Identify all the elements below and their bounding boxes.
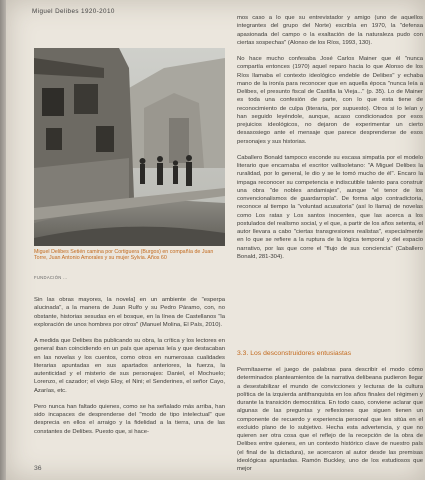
photo-credit: FUNDACIÓN ... xyxy=(34,275,68,280)
right-column-bottom-text xyxy=(237,366,423,473)
paragraph: Pero nunca han faltado quienes, como se ha señalado más arriba, han sido incapaces de desprenderse del "modo de tipo intelectual" que desprecia en ellos el arraigo y la fidelidad a la tierra, una de las constantes de Delibes. Puesto que, si hace- xyxy=(34,403,225,435)
village-street-photo-icon xyxy=(34,48,225,246)
paragraph: No hace mucho confesaba José Carlos Mainer que él "nunca compartía entonces (1970) aquel reparo hacia lo que Alonso de los Ríos llamaba el contexto ideológico endeble de Delibes" y echaba mano de la ironía para reconocer que en aquella época "nunca leía a Delibes, el presunto fiscal de Castilla la Vieja..." (p. 35). Lo de Mainer es toda una confesión de parte, con lo que esta tiene de reconocimiento de culpa (literaria, por supuesto). Otros si lo leían y han seguido leyéndole, aunque, acaso condicionados por esos prejuicios ideológicos, no dejaron de experimentar un cierto desasosiego ante el mensaje que parece desprenderse de esos personajes y sus historias. xyxy=(237,56,423,145)
right-column-top-text xyxy=(237,14,423,261)
left-column-text xyxy=(34,296,225,436)
running-head: Miguel Delibes 1920-2010 xyxy=(32,8,115,15)
page-number: 36 xyxy=(34,465,42,472)
paragraph: Permítaseme el juego de palabras para describir el modo cómo determinados planteamientos de la narrativa delibeana pudieron llegar a desestabilizar el mundo de convicciones y lecturas de la cultura política de la izquierda antifranquista en los años finales del régimen y durante la transición democrática. En todo caso, conviene aclarar que algunas de las preguntas y reflexiones que siguen tienen un componente de recuerdo y experiencia personal que les sitúa en el excluido plano de lo subjetivo. Hecha esta advertencia, y que no quieren ser otra cosa que el reflejo de la recepción de la obra de Delibes entre quienes, en un contexto histórico clave de nuestro país (el final de la dictadura), se acercaron al autor desde las premisas ideológicas apuntadas. Ramón Buckley, uno de los estudiosos que mejor xyxy=(237,367,423,472)
paragraph: mos caso a lo que su entrevistador y amigo (uno de aquellos integrantes del grupo del Norte) escribía en 1970, la "defensa apasionada del campo o la exaltación de la naturaleza pudo con ciertas sospechas" (Alonso de los Ríos, 1993, 130). xyxy=(237,15,423,46)
village-street-photo xyxy=(34,48,225,246)
book-page-spread xyxy=(6,0,425,480)
paragraph: A medida que Delibes iba publicando su obra, la crítica y los lectores en general iban coincidiendo en un país que apenas leía y que destacaban en las novelas y los cuentos, como otros en numerosas cualidades literarias apuntadas en sus apartados anteriores, la fuerza, la autenticidad y el misterio de sus personajes: Daniel, el Mochuelo; Lorenzo, el cazador; el viejo Eloy, el Nini; el Senderines, el señor Cayo, Azarías, etc. xyxy=(34,338,225,394)
section-heading: 3.3. Los desconstruidores entusiastas xyxy=(237,350,352,357)
photo-caption: Miguel Delibes Setién camina por Cortiguera (Burgos) en compañía de Juan Torre, Juan Antonio Amorales y su mujer Sylvia. Años 60 xyxy=(34,249,214,262)
paragraph: Caballero Bonald tampoco esconde su escasa simpatía por el modelo literario que encarnaba el escritor vallisoletano: "A Miguel Delibes la ruralidad, por lo general, le dio y se le tomó mucho de él". Encaro la impaga reconocer su competencia e indiscutible talento para construir una obra "de nobles andamiajes", aunque "el tenor de los convencionalismos de guardarropía". De forma algo contradictoria, reconoce al tiempo la "voluntad acusatoria" (así lo llama) de novelas como Los ratas y Los santos inocentes, que las acerca a los postulados del realismo social, y el que, a partir de los años setenta, el autor llevara a cabo "ciertas transgresiones realistas", especialmente en lo que se refiere a la ruptura de la lógica temporal y del espacio narrativo, por las que corre el "flujo de sus conciencia" (Caballero Bonald, 281-304). xyxy=(237,154,423,260)
paragraph: Sin las obras mayores, la novela] en un ambiente de "esperpa alucinada", a la manera de Juan Rulfo y su Pedro Páramo, con, no obstante, historias sesudas en el bosque, en la línea de Castellanos "la exploración de unos hombres por otros" (Manuel Molina, El País, 2010). xyxy=(34,297,225,328)
